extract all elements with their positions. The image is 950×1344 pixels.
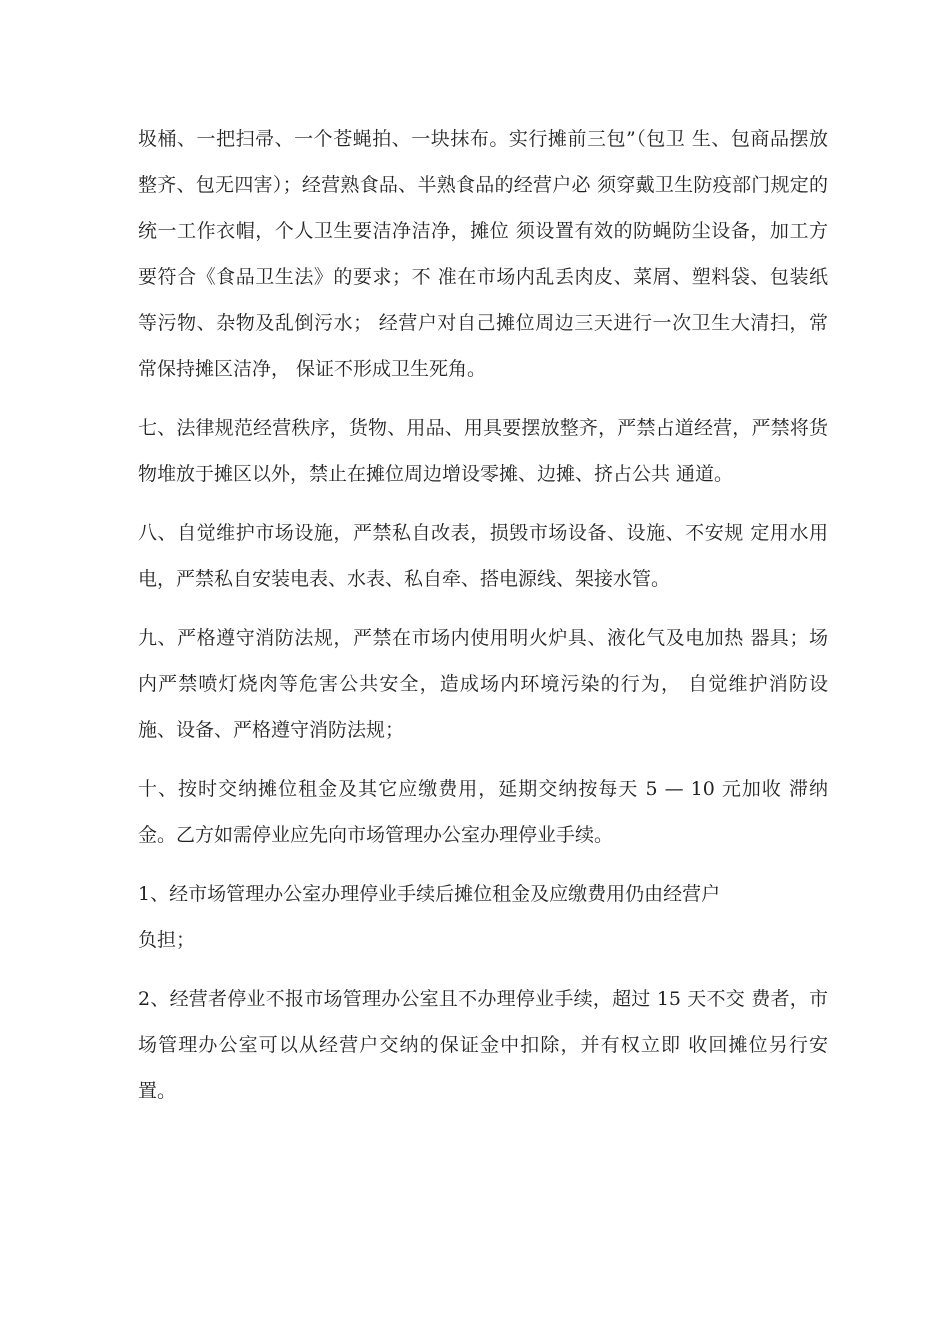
paragraph-item-1-continued: 负担； — [138, 929, 196, 951]
paragraph-section-7: 七、法律规范经营秩序，货物、用品、用具要摆放整齐，严禁占道经营，严禁将货物堆放于摊区以外，禁止在摊位周边增设零摊、边摊、挤占公共 通道。 — [138, 417, 828, 485]
paragraph-section-9: 九、严格遵守消防法规，严禁在市场内使用明火炉具、液化气及电加热 器具；场内严禁喷灯烧肉等危害公共安全，造成场内环境污染的行为， 自觉维护消防设施、设备、严格遵守消防法规； — [138, 627, 828, 741]
paragraph-section-8: 八、自觉维护市场设施，严禁私自改表，损毁市场设备、设施、不安规 定用水用电，严禁私自安装电表、水表、私自牵、搭电源线、架接水管。 — [138, 522, 828, 590]
paragraph-item-2: 2、经营者停业不报市场管理办公室且不办理停业手续，超过 15 天不交 费者，市场管理办公室可以从经营户交纳的保证金中扣除，并有权立即 收回摊位另行安置。 — [138, 988, 828, 1102]
paragraph-section-10: 十、按时交纳摊位租金及其它应缴费用，延期交纳按每天 5 — 10 元加收 滞纳金。乙方如需停业应先向市场管理办公室办理停业手续。 — [138, 778, 828, 846]
paragraph-hygiene-rules: 圾桶、一把扫帚、一个苍蝇拍、一块抹布。实行摊前三包”（包卫 生、包商品摆放整齐、包无四害）；经营熟食品、半熟食品的经营户必 须穿戴卫生防疫部门规定的统一工作衣帽，个人卫生要洁净洁净，摊位 须设置有效的防蝇防尘设备，加工方要符合《食品卫生法》的要求；不 准在市场内乱丢肉皮、菜屑、塑料袋、包装纸等污物、杂物及乱倒污水； 经营户对自己摊位周边三天进行一次卫生大清扫，常常保持摊区洁净， 保证不形成卫生死角。 — [138, 128, 828, 380]
document-body — [138, 116, 828, 1114]
paragraph-item-1: 1、经市场管理办公室办理停业手续后摊位租金及应缴费用仍由经营户 — [138, 883, 721, 905]
